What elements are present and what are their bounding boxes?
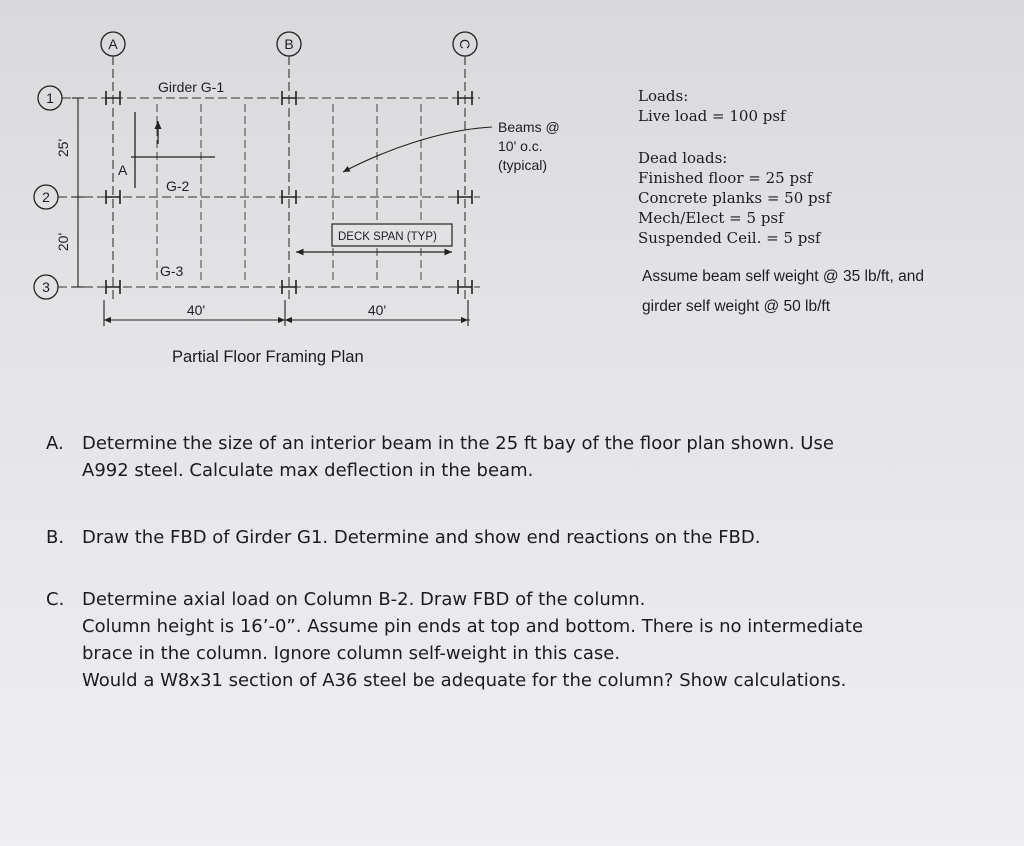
bay-depth-25: 25' (55, 138, 71, 158)
bay-depth-20: 20' (55, 232, 71, 252)
live-load: Live load = 100 psf (638, 107, 786, 125)
beams-leader (343, 127, 492, 172)
grid-label-c: C (457, 38, 473, 50)
question-line: Draw the FBD of Girder G1. Determine and show end reactions on the FBD. (82, 527, 761, 548)
question-line: brace in the column. Ignore column self-weight in this case. (82, 643, 621, 664)
beams-note-line-1: Beams @ (498, 119, 560, 135)
girder-g2-label: G-2 (166, 178, 190, 194)
loads-heading: Loads: (638, 87, 689, 105)
question-letter: B. (46, 527, 65, 548)
section-cut-a (131, 112, 215, 188)
question-line: Column height is 16’-0”. Assume pin ends at top and bottom. There is no intermediate (82, 616, 864, 637)
deck-span-label: DECK SPAN (TYP) (338, 231, 437, 243)
grid-label-1: 1 (46, 90, 54, 106)
dead-load-item: Suspended Ceil. = 5 psf (638, 229, 821, 247)
dead-load-item: Concrete planks = 50 psf (638, 189, 831, 207)
question-line: Determine axial load on Column B-2. Draw FBD of the column. (82, 589, 646, 610)
grid-label-2: 2 (42, 189, 50, 205)
bay-width-bc: 40' (367, 302, 387, 318)
girder-g3-label: G-3 (160, 263, 184, 279)
question-letter: C. (46, 589, 65, 610)
self-weight-line-1: Assume beam self weight @ 35 lb/ft, and (642, 268, 924, 285)
plan-caption: Partial Floor Framing Plan (172, 348, 364, 366)
girder-g1-label: Girder G-1 (158, 79, 225, 95)
dead-load-item: Mech/Elect = 5 psf (638, 209, 784, 227)
beams-note-line-3: (typical) (498, 157, 548, 173)
question-letter: A. (46, 433, 64, 454)
self-weight-note (642, 262, 1002, 322)
bay-width-ab: 40' (186, 302, 206, 318)
dead-load-item: Finished floor = 25 psf (638, 169, 813, 187)
question-b (46, 524, 976, 551)
width-dimension (104, 300, 470, 326)
floor-framing-plan (0, 0, 620, 400)
question-line: A992 steel. Calculate max deflection in the beam. (82, 460, 534, 481)
beams-note-line-2: 10' o.c. (498, 138, 543, 154)
question-line: Determine the size of an interior beam in the 25 ft bay of the floor plan shown. Use (82, 433, 834, 454)
grid-label-b: B (284, 36, 294, 52)
dead-loads-heading: Dead loads: (638, 149, 728, 167)
loads-block (638, 86, 998, 248)
self-weight-line-2: girder self weight @ 50 lb/ft (642, 298, 831, 315)
grid-label-a: A (108, 36, 118, 52)
question-a (46, 430, 976, 484)
question-line: Would a W8x31 section of A36 steel be adequate for the column? Show calculations. (82, 670, 847, 691)
section-label-a: A (118, 162, 128, 178)
question-c (46, 586, 976, 694)
depth-dimension (72, 98, 84, 287)
grid-label-3: 3 (42, 279, 50, 295)
